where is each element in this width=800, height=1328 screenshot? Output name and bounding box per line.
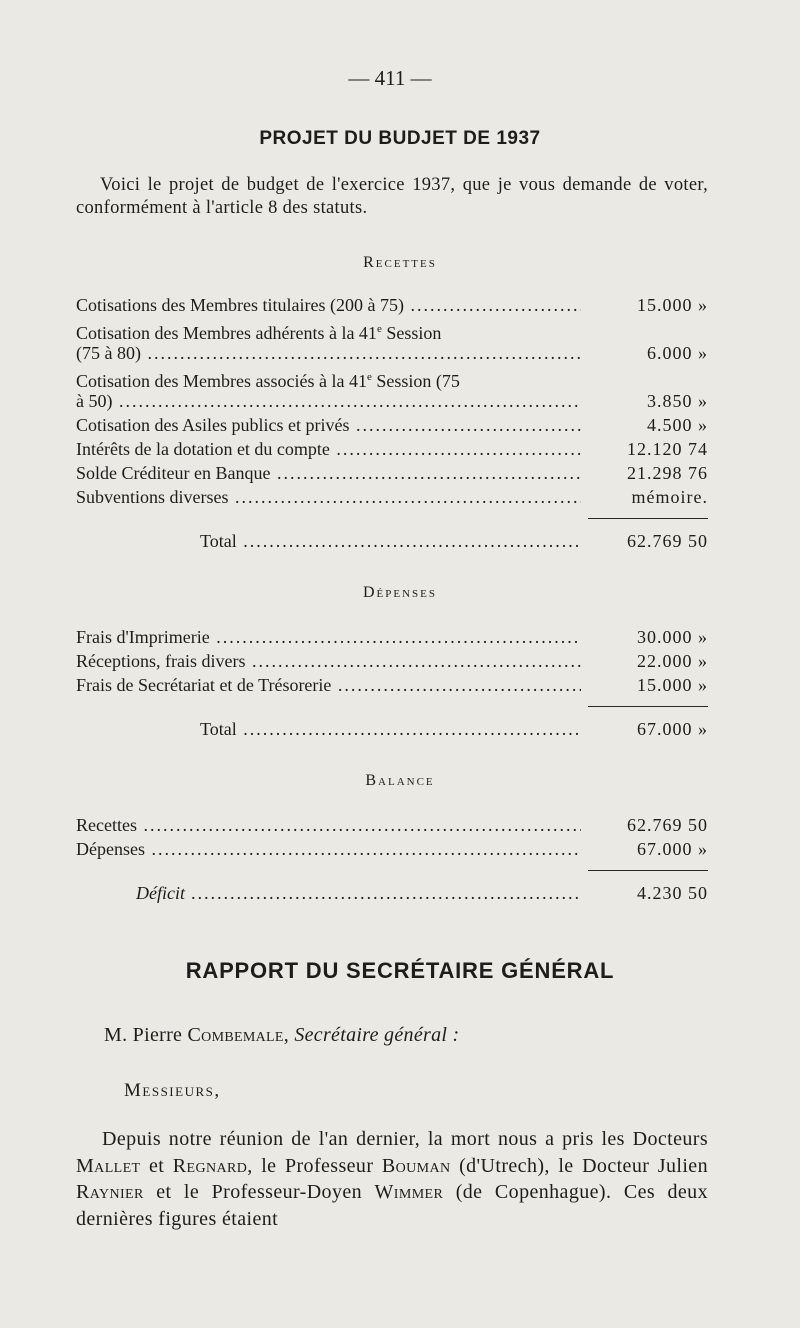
body-text: (de Copenhague). Ces deux dernières figures étaient (76, 1181, 708, 1230)
row-label: Intérêts de la dotation et du compte ..... (76, 438, 581, 460)
report-title: RAPPORT DU SECRÉTAIRE GÉNÉRAL (185, 958, 615, 983)
body-text: Depuis notre réunion de l'an dernier, la mort nous a pris les Docteurs (102, 1128, 708, 1150)
row-label: Subventions diverses ..... (76, 486, 581, 508)
budget-title: PROJET DU BUDJET DE 1937 (259, 128, 541, 149)
recettes-row (76, 366, 708, 391)
row-label: (75 à 80) ..... (76, 342, 581, 364)
recettes-heading: Recettes (363, 254, 437, 271)
row-amount: 21.298 76 (621, 462, 708, 484)
recettes-row (76, 318, 708, 343)
row-label: Cotisation des Membres adhérents à la 41e Session (76, 323, 442, 343)
row-label: Réceptions, frais divers ..... (76, 650, 581, 672)
speaker-name: Combemale (187, 1024, 284, 1046)
total-rule (588, 870, 708, 871)
deficit-amount: 4.230 50 (631, 882, 708, 904)
deficit-label: Déficit ..... (136, 882, 581, 904)
depenses-heading: Dépenses (362, 584, 437, 601)
row-amount: 62.769 50 (621, 814, 708, 836)
balance-row (76, 838, 708, 860)
speaker-role: Secrétaire général : (294, 1024, 460, 1046)
row-amount: mémoire. (626, 486, 708, 508)
speaker-prefix: M. Pierre (104, 1024, 188, 1046)
body-paragraph (76, 1126, 708, 1232)
recettes-total-row (76, 530, 708, 552)
row-label: Solde Créditeur en Banque ..... (76, 462, 581, 484)
recettes-row (76, 486, 708, 508)
recettes-row (76, 342, 708, 364)
row-label: Cotisation des Asiles publics et privés ..... (76, 414, 581, 436)
body-text: (d'Utrech), le Docteur Julien (450, 1154, 708, 1177)
row-label: Frais d'Imprimerie ..... (76, 626, 581, 648)
body-text: et (140, 1154, 173, 1177)
recettes-row (76, 294, 708, 316)
recettes-row (76, 414, 708, 436)
row-amount: 22.000 » (631, 650, 708, 672)
body-text: , le Professeur (247, 1154, 382, 1177)
recettes-row (76, 438, 708, 460)
depenses-total-row (76, 718, 708, 740)
row-label: Cotisations des Membres titulaires (200 à 75) ..... (76, 294, 581, 316)
row-label: Dépenses ..... (76, 838, 581, 860)
total-amount: 62.769 50 (621, 530, 708, 552)
balance-heading: Balance (365, 772, 435, 789)
recettes-row (76, 390, 708, 412)
total-label: Total ..... (200, 718, 581, 740)
row-amount: 3.850 » (641, 390, 708, 412)
person-name: Bouman (381, 1154, 451, 1177)
balance-row (76, 814, 708, 836)
row-amount: 15.000 » (631, 294, 708, 316)
person-name: Regnard (172, 1154, 248, 1177)
person-name: Wimmer (374, 1181, 444, 1203)
body-text: et le Professeur-Doyen (143, 1181, 375, 1203)
intro-paragraph: Voici le projet de budget de l'exercice 1937, que je vous demande de voter, conformément à l'article 8 des statuts. (76, 175, 708, 218)
speaker-sep: , (283, 1024, 295, 1046)
depenses-row (76, 626, 708, 648)
depenses-row (76, 674, 708, 696)
row-amount: 4.500 » (641, 414, 708, 436)
row-label: Cotisation des Membres associés à la 41e Session (75 (76, 371, 460, 391)
salutation: Messieurs, (124, 1080, 221, 1101)
row-amount: 30.000 » (631, 626, 708, 648)
deficit-row (76, 882, 708, 904)
total-rule (588, 518, 708, 519)
total-label: Total ..... (200, 530, 581, 552)
row-label: Recettes ..... (76, 814, 581, 836)
row-amount: 12.120 74 (621, 438, 708, 460)
person-name: Mallet (76, 1154, 141, 1177)
speaker-line (104, 1024, 460, 1047)
row-amount: 67.000 » (631, 838, 708, 860)
row-label: à 50) ..... (76, 390, 581, 412)
row-amount: 15.000 » (631, 674, 708, 696)
depenses-row (76, 650, 708, 672)
total-amount: 67.000 » (631, 718, 708, 740)
recettes-row (76, 462, 708, 484)
person-name: Raynier (76, 1181, 144, 1203)
page-number: — 411 — (348, 66, 432, 90)
row-label: Frais de Secrétariat et de Trésorerie ..... (76, 674, 581, 696)
row-amount: 6.000 » (641, 342, 708, 364)
total-rule (588, 706, 708, 707)
